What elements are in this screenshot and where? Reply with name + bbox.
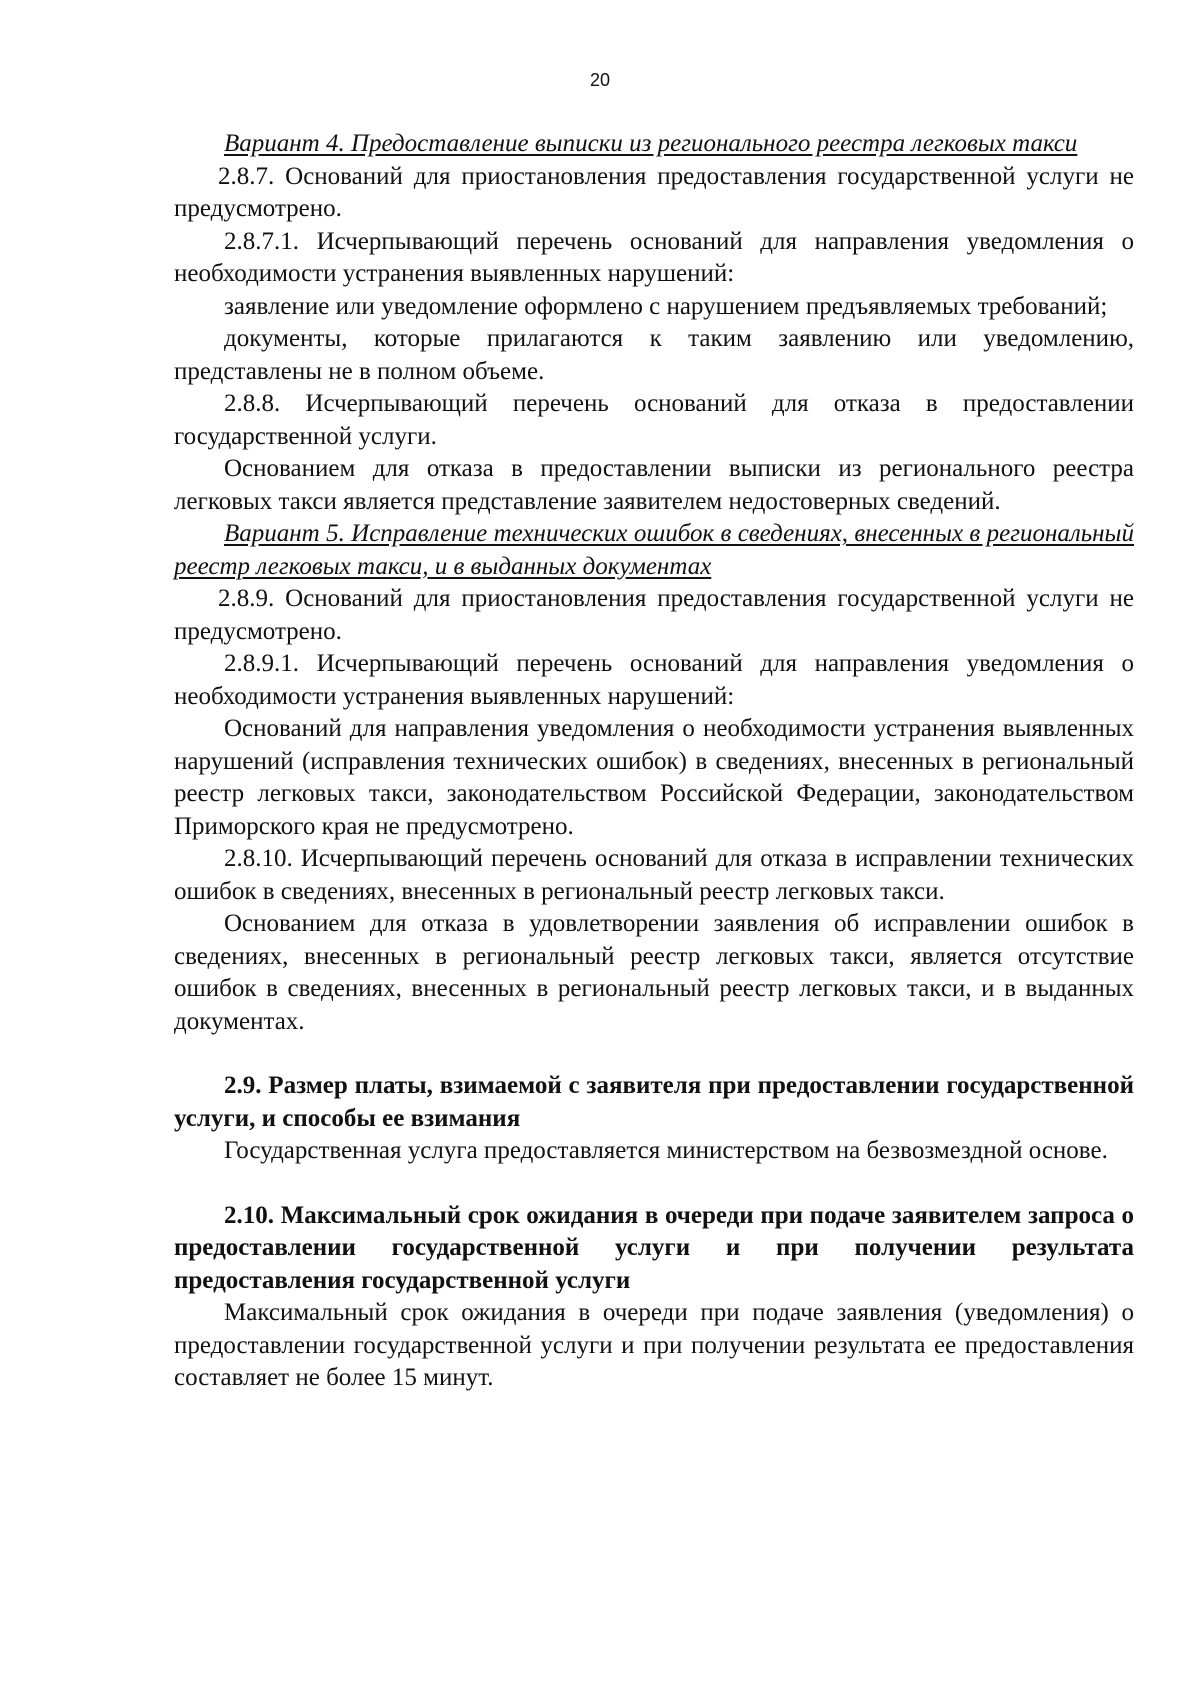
paragraph-2-8-7: 2.8.7. Оснований для приостановления предоставления государственной услуги не предусмотрено. xyxy=(174,162,1134,222)
section-heading-2-10: 2.10. Максимальный срок ожидания в очереди при подаче заявителем запроса о предоставлении государственной услуги и при получении результата предоставления государственной услуги xyxy=(174,1201,1134,1294)
section-heading-2-9: 2.9. Размер платы, взимаемой с заявителя при предоставлении государственной услуги, и способы ее взимания xyxy=(174,1072,1134,1132)
paragraph-2-8-7-1: 2.8.7.1. Исчерпывающий перечень оснований для направления уведомления о необходимости устранения выявленных нарушений: xyxy=(174,227,1134,287)
variant-5-heading: Вариант 5. Исправление технических ошибок в сведениях, внесенных в региональный реестр легковых такси, и в выданных документах xyxy=(174,520,1134,580)
paragraph-no-notification-grounds: Оснований для направления уведомления о необходимости устранения выявленных нарушений (исправления технических ошибок) в сведениях, внесенных в региональный реестр легковых такси, законодательством Российской Федерации, законодательством Приморского края не предусмотрено. xyxy=(174,715,1134,840)
paragraph-refusal-basis-extract: Основанием для отказа в предоставлении выписки из регионального реестра легковых такси является представление заявителем недостоверных сведений. xyxy=(174,455,1134,515)
paragraph-2-8-8: 2.8.8. Исчерпывающий перечень оснований для отказа в предоставлении государственной услуги. xyxy=(174,390,1134,450)
paragraph-violation-item-2: документы, которые прилагаются к таким заявлению или уведомлению, представлены не в полном объеме. xyxy=(174,325,1134,385)
paragraph-refusal-basis-correction: Основанием для отказа в удовлетворении заявления об исправлении ошибок в сведениях, внесенных в региональный реестр легковых такси, является отсутствие ошибок в сведениях, внесенных в региональный реестр легковых такси, и в выданных документах. xyxy=(174,910,1134,1035)
document-body xyxy=(174,128,1134,1395)
paragraph-2-8-9: 2.8.9. Оснований для приостановления предоставления государственной услуги не предусмотрено. xyxy=(174,585,1134,645)
page-number: 20 xyxy=(589,70,611,90)
paragraph-free-of-charge: Государственная услуга предоставляется министерством на безвозмездной основе. xyxy=(224,1137,1108,1164)
variant-4-heading: Вариант 4. Предоставление выписки из регионального реестра легковых такси xyxy=(224,130,1078,157)
paragraph-2-8-9-1: 2.8.9.1. Исчерпывающий перечень оснований для направления уведомления о необходимости устранения выявленных нарушений: xyxy=(174,650,1134,710)
paragraph-2-8-10: 2.8.10. Исчерпывающий перечень оснований для отказа в исправлении технических ошибок в сведениях, внесенных в региональный реестр легковых такси. xyxy=(174,845,1134,905)
paragraph-max-waiting-time: Максимальный срок ожидания в очереди при подаче заявления (уведомления) о предоставлении государственной услуги и при получении результата ее предоставления составляет не более 15 минут. xyxy=(174,1299,1134,1391)
paragraph-violation-item-1: заявление или уведомление оформлено с нарушением предъявляемых требований; xyxy=(224,292,1108,320)
